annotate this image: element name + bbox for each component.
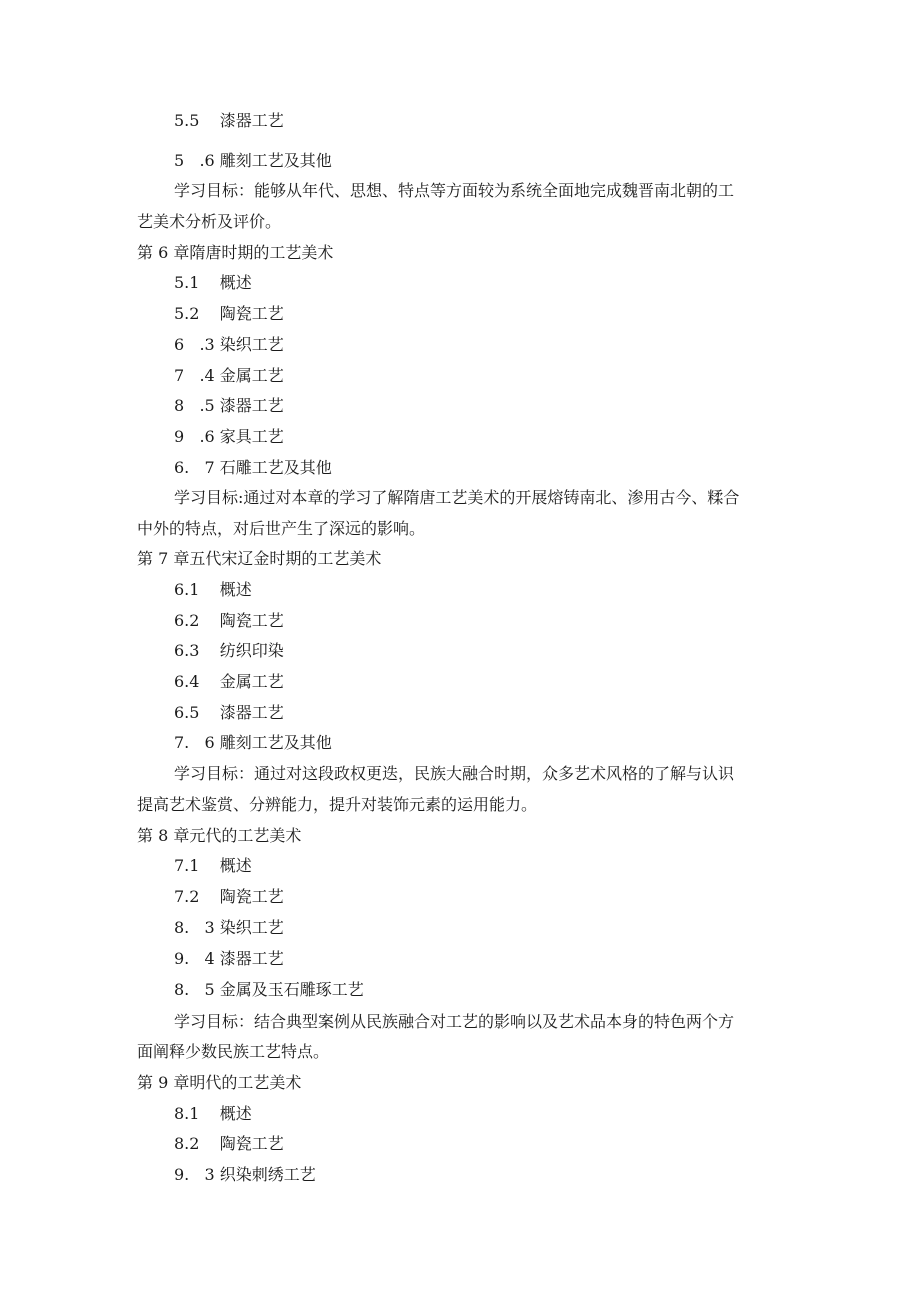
section-7-3: 6.3 纺织印染: [174, 641, 284, 660]
goal-ch7-line2: 提高艺术鉴赏、分辨能力，提升对装饰元素的运用能力。: [137, 795, 538, 814]
section-6-4: 7 .4 金属工艺: [174, 366, 284, 385]
section-9-3: 9. 3 织染刺绣工艺: [174, 1165, 316, 1184]
section-8-5: 8. 5 金属及玉石雕琢工艺: [174, 980, 364, 999]
goal-ch8-line1: 学习目标：结合典型案例从民族融合对工艺的影响以及艺术品本身的特色两个方: [174, 1012, 735, 1031]
chapter-6-heading: 第 6 章隋唐时期的工艺美术: [137, 243, 334, 262]
section-6-7: 6. 7 石雕工艺及其他: [174, 458, 332, 477]
section-9-2: 8.2 陶瓷工艺: [174, 1134, 284, 1153]
section-6-2: 5.2 陶瓷工艺: [174, 304, 284, 323]
section-8-1: 7.1 概述: [174, 856, 252, 875]
goal-ch5-line1: 学习目标：能够从年代、思想、特点等方面较为系统全面地完成魏晋南北朝的工: [174, 181, 735, 200]
goal-ch7-line1: 学习目标：通过对这段政权更迭，民族大融合时期，众多艺术风格的了解与认识: [174, 764, 735, 783]
section-8-4: 9. 4 漆器工艺: [174, 949, 284, 968]
section-7-6: 7. 6 雕刻工艺及其他: [174, 733, 332, 752]
section-8-3: 8. 3 染织工艺: [174, 918, 284, 937]
goal-ch6-line1: 学习目标:通过对本章的学习了解隋唐工艺美术的开展熔铸南北、渗用古今、糅合: [174, 488, 740, 507]
section-6-3: 6 .3 染织工艺: [174, 335, 284, 354]
section-6-1: 5.1 概述: [174, 273, 252, 292]
chapter-9-heading: 第 9 章明代的工艺美术: [137, 1073, 302, 1092]
section-6-5: 8 .5 漆器工艺: [174, 396, 284, 415]
section-7-5: 6.5 漆器工艺: [174, 703, 284, 722]
chapter-8-heading: 第 8 章元代的工艺美术: [137, 826, 302, 845]
section-8-2: 7.2 陶瓷工艺: [174, 887, 284, 906]
goal-ch5-line2: 艺美术分析及评价。: [137, 212, 282, 231]
section-9-1: 8.1 概述: [174, 1104, 252, 1123]
section-7-2: 6.2 陶瓷工艺: [174, 611, 284, 630]
section-7-4: 6.4 金属工艺: [174, 672, 284, 691]
section-6-6: 9 .6 家具工艺: [174, 427, 284, 446]
chapter-7-heading: 第 7 章五代宋辽金时期的工艺美术: [137, 549, 382, 568]
goal-ch8-line2: 面阐释少数民族工艺特点。: [137, 1042, 330, 1061]
section-5-6: 5 .6 雕刻工艺及其他: [174, 151, 332, 170]
section-7-1: 6.1 概述: [174, 580, 252, 599]
goal-ch6-line2: 中外的特点，对后世产生了深远的影响。: [137, 519, 426, 538]
section-5-5: 5.5 漆器工艺: [174, 111, 284, 130]
